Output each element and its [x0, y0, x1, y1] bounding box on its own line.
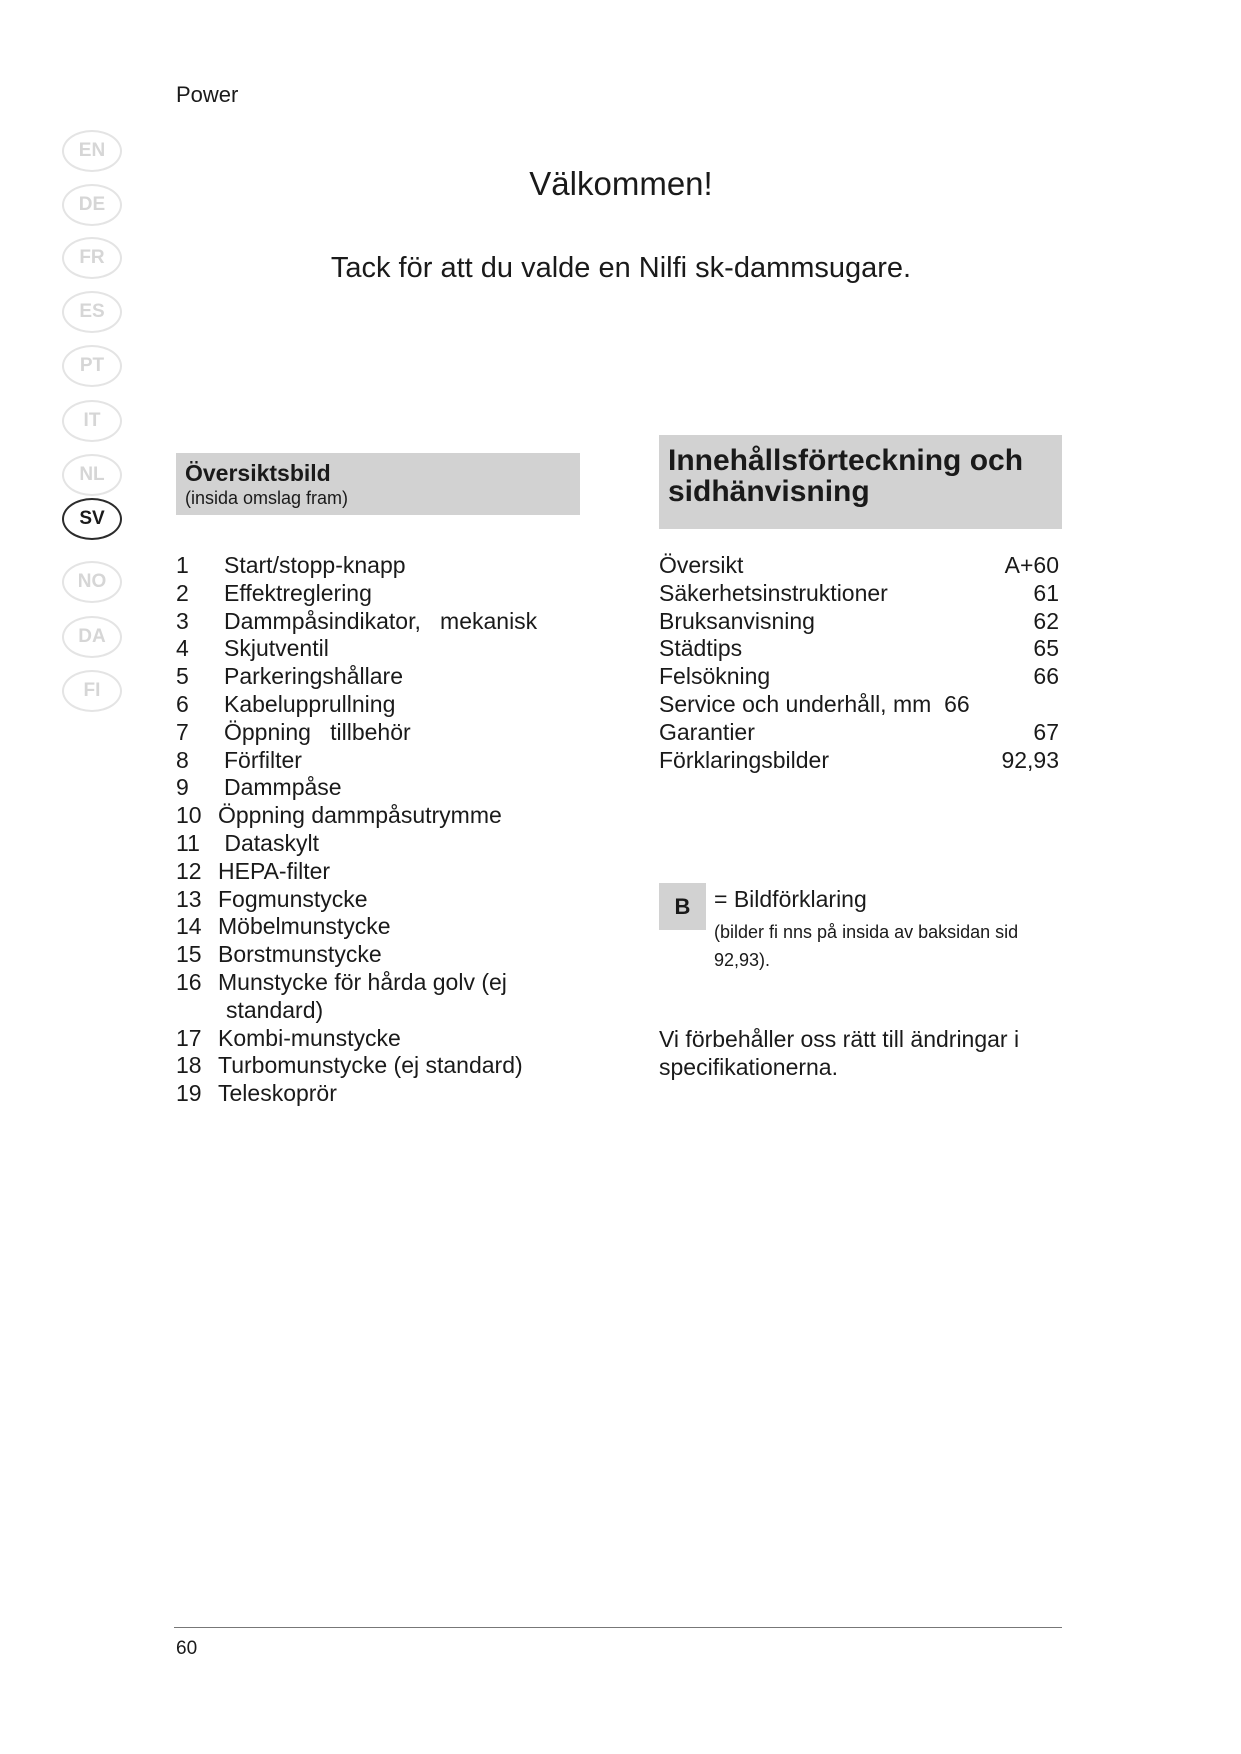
part-label: HEPA-filter: [218, 857, 331, 884]
part-label: Öppning tillbehör: [224, 718, 411, 745]
parts-list-item: [176, 774, 537, 802]
language-tab-fr[interactable]: FR: [62, 237, 122, 279]
toc-item-label: Översikt: [659, 552, 744, 578]
parts-list-item: [176, 635, 537, 663]
part-label: Dammpåse: [224, 774, 342, 801]
language-tab-de[interactable]: DE: [62, 184, 122, 226]
toc-item: [659, 552, 1059, 580]
overview-subheading: (insida omslag fram): [185, 488, 349, 508]
part-number: 8: [176, 746, 189, 773]
language-tab-en[interactable]: EN: [62, 130, 122, 172]
language-tab-es[interactable]: ES: [62, 291, 122, 333]
toc-item: [659, 691, 1059, 719]
toc-item-label: Service och underhåll, mm 66: [659, 690, 970, 717]
part-label: Möbelmunstycke: [218, 913, 391, 940]
part-number: 4: [176, 635, 189, 662]
part-number: 7: [176, 718, 189, 745]
overview-heading: Översiktsbild: [185, 460, 331, 486]
parts-list-item: [176, 858, 537, 886]
part-number: 17: [176, 1024, 202, 1051]
overview-heading-box: [176, 453, 580, 515]
welcome-title: Välkommen!: [529, 165, 713, 202]
toc-heading: Innehållsförteckning och sidhänvisning: [659, 435, 1062, 529]
part-number: 16: [176, 968, 202, 995]
parts-list-item: [176, 663, 537, 691]
footer-divider: [174, 1627, 1062, 1628]
parts-list-item: [176, 886, 537, 914]
parts-list-item: [176, 941, 537, 969]
part-label: Effektreglering: [224, 579, 372, 606]
part-label: Kabelupprullning: [224, 690, 396, 717]
language-tab-da[interactable]: DA: [62, 616, 122, 658]
part-label: Förfilter: [224, 746, 302, 773]
part-label: Kombi-munstycke: [218, 1024, 401, 1051]
parts-list-item: [176, 913, 537, 941]
language-tab-sv[interactable]: SV: [62, 498, 122, 540]
language-tab-nl[interactable]: NL: [62, 454, 122, 496]
page-number: 60: [176, 1638, 198, 1659]
parts-list-item: [176, 1025, 537, 1053]
part-number: 10: [176, 802, 202, 829]
language-tab-fi[interactable]: FI: [62, 670, 122, 712]
parts-list-item: [176, 580, 537, 608]
part-number: 6: [176, 690, 189, 717]
legend-text: = Bildförklaring: [714, 886, 867, 912]
legend-note: (bilder fi nns på insida av baksidan sid 92,93).: [714, 922, 1019, 970]
parts-list-item: [176, 830, 537, 858]
toc-item-page: A+60: [1004, 552, 1059, 578]
language-tab-it[interactable]: IT: [62, 400, 122, 442]
part-number: 14: [176, 913, 202, 940]
toc-item: [659, 663, 1059, 691]
toc-list: [659, 552, 1059, 774]
part-label: Skjutventil: [224, 635, 329, 662]
document-header: Power: [176, 82, 239, 107]
legend-badge: B: [659, 883, 706, 930]
language-tab-pt[interactable]: PT: [62, 345, 122, 387]
toc-item-page: 67: [1033, 718, 1059, 745]
toc-item: [659, 719, 1059, 747]
parts-list-item: [176, 997, 537, 1025]
toc-item: [659, 580, 1059, 608]
disclaimer: Vi förbehåller oss rätt till ändringar i specifikationerna.: [659, 1026, 1020, 1080]
toc-item-page: 66: [1033, 663, 1059, 690]
part-label: standard): [226, 996, 324, 1023]
part-number: 11: [176, 829, 200, 856]
parts-list-item: [176, 1052, 537, 1080]
toc-item-page: 61: [1033, 579, 1059, 606]
parts-list-item: [176, 719, 537, 747]
toc-item-label: Felsökning: [659, 663, 771, 690]
toc-item-label: Förklaringsbilder: [659, 746, 830, 773]
part-number: 2: [176, 579, 189, 606]
part-number: 15: [176, 941, 202, 968]
welcome-subtitle: Tack för att du valde en Nilfi sk-dammsugare.: [330, 252, 912, 284]
toc-item-label: Garantier: [659, 718, 755, 745]
part-label: Start/stopp-knapp: [224, 552, 406, 578]
toc-item: [659, 608, 1059, 636]
part-label: Teleskoprör: [218, 1080, 337, 1107]
part-label: Dammpåsindikator, mekanisk: [224, 607, 538, 634]
parts-list-item: [176, 691, 537, 719]
toc-item: [659, 635, 1059, 663]
part-number: 1: [176, 552, 189, 578]
part-label: Fogmunstycke: [218, 885, 368, 912]
parts-list-item: [176, 802, 537, 830]
part-number: 13: [176, 885, 202, 912]
parts-list: [176, 552, 537, 1108]
parts-list-item: [176, 552, 537, 580]
toc-item-page: 62: [1033, 607, 1059, 634]
part-number: 9: [176, 774, 189, 801]
parts-list-item: [176, 747, 537, 775]
toc-item-page: 65: [1033, 635, 1059, 662]
language-tab-no[interactable]: NO: [62, 561, 122, 603]
part-number: 12: [176, 857, 202, 884]
toc-item-label: Städtips: [659, 635, 743, 662]
toc-item: [659, 747, 1059, 775]
toc-item-page: 92,93: [1001, 746, 1059, 773]
toc-item-label: Bruksanvisning: [659, 607, 815, 634]
part-label: Dataskylt: [218, 829, 319, 856]
parts-list-item: [176, 969, 537, 997]
parts-list-item: [176, 1080, 537, 1108]
part-number: 18: [176, 1052, 202, 1079]
toc-item-label: Säkerhetsinstruktioner: [659, 579, 888, 606]
part-label: Öppning dammpåsutrymme: [218, 802, 502, 829]
part-label: Turbomunstycke (ej standard): [218, 1052, 523, 1079]
part-label: Borstmunstycke: [218, 941, 382, 968]
part-label: Parkeringshållare: [224, 663, 403, 690]
part-label: Munstycke för hårda golv (ej: [218, 968, 507, 995]
part-number: 3: [176, 607, 189, 634]
parts-list-item: [176, 608, 537, 636]
part-number: 5: [176, 663, 189, 690]
part-number: 19: [176, 1080, 202, 1107]
